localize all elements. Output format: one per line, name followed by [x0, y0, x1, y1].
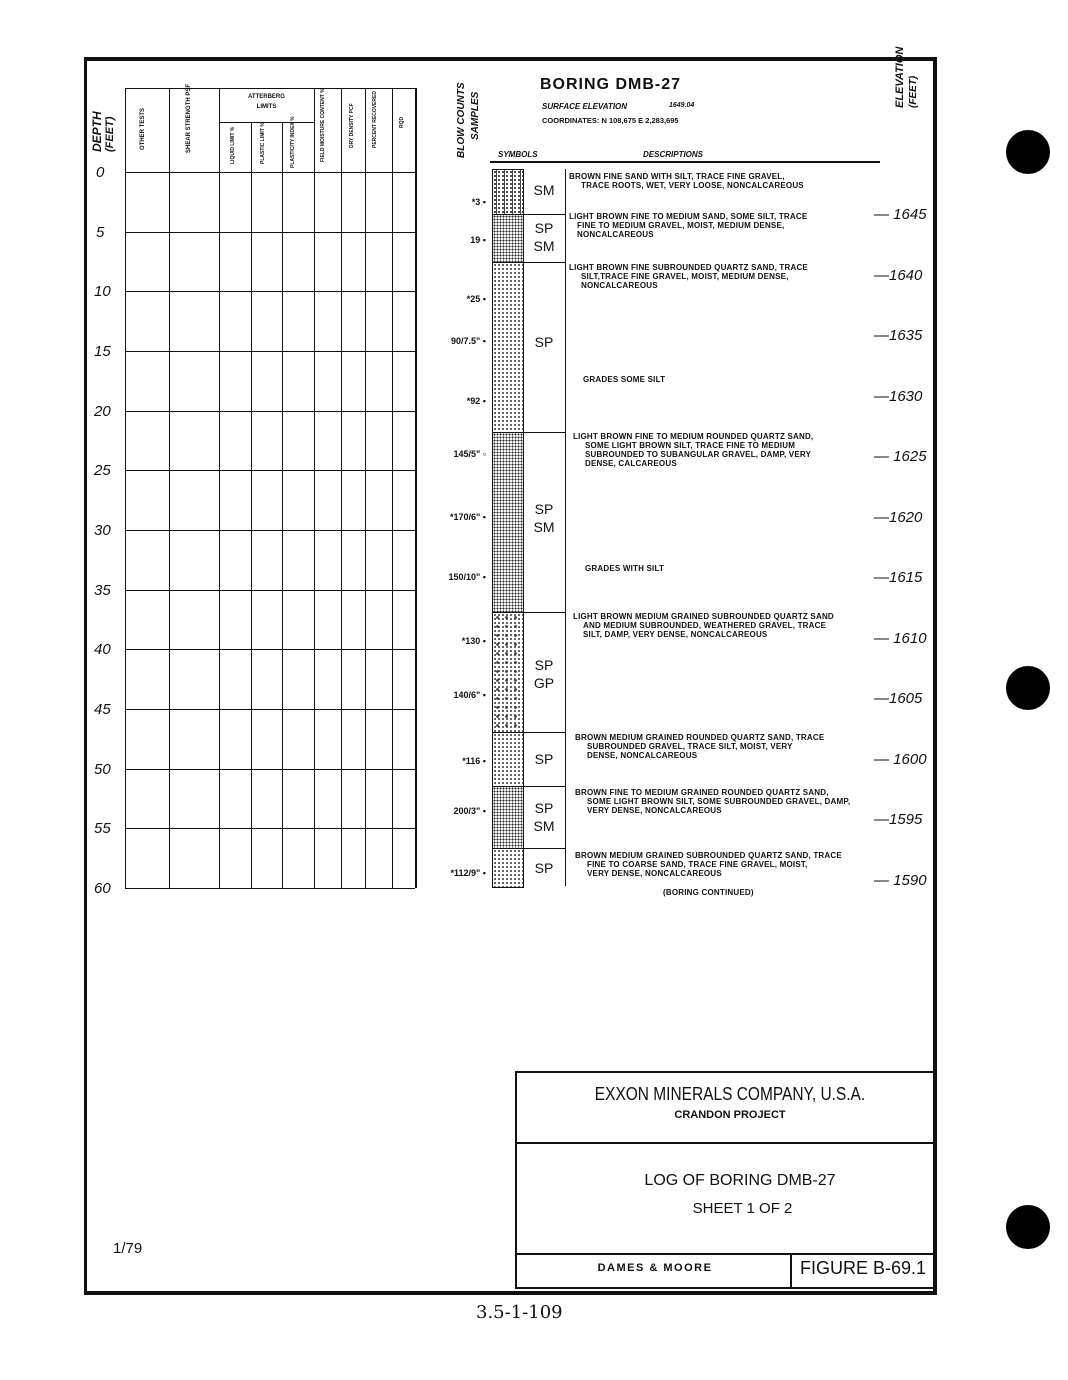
grid-line — [282, 122, 283, 888]
depth-row-line — [125, 828, 415, 829]
elevation-tick-label: —1640 — [874, 267, 923, 284]
descriptions-label: DESCRIPTIONS — [643, 150, 704, 159]
soil-symbol: SP — [534, 860, 554, 876]
blow-count-sample: *130 ▪ — [461, 636, 486, 646]
punch-hole — [1006, 1205, 1050, 1249]
grid-line — [169, 88, 170, 888]
percent-recovered-header: PERCENT RECOVERED — [372, 91, 378, 148]
symbol-column-line — [565, 169, 566, 886]
depth-tick-label: 55 — [94, 820, 111, 837]
boring-continued-note: (BORING CONTINUED) — [663, 888, 754, 897]
stratum-description: BROWN MEDIUM GRAINED ROUNDED QUARTZ SAND, TRACE SUBROUNDED GRAVEL, TRACE SILT, MOIST, VERY DENSE, NONCALCAREOUS — [575, 733, 825, 760]
shear-strength-header: SHEAR STRENGTH PSF — [186, 83, 192, 153]
boring-title: BORING DMB-27 — [540, 76, 682, 93]
stratum-pattern-sp — [492, 732, 524, 788]
depth-tick-label: 35 — [94, 582, 111, 599]
firm-name: DAMES & MOORE — [597, 1262, 713, 1274]
date-stamp: 1/79 — [113, 1240, 143, 1257]
grid-line — [125, 88, 126, 888]
stratum-note: GRADES SOME SILT — [583, 375, 666, 384]
depth-row-line — [125, 530, 415, 531]
symbols-label: SYMBOLS — [498, 150, 538, 159]
stratum-pattern-spsm — [492, 786, 524, 850]
elevation-tick-label: —1630 — [874, 388, 923, 405]
blow-count-sample: *116 ▪ — [462, 756, 486, 766]
elevation-tick-label: —1615 — [874, 569, 923, 586]
soil-symbol: SP SM — [533, 220, 555, 254]
title-block-divider — [515, 1253, 937, 1255]
surface-elevation-value: 1649.04 — [669, 102, 695, 109]
stratum-description: LIGHT BROWN FINE TO MEDIUM ROUNDED QUARTZ SAND, SOME LIGHT BROWN SILT, TRACE FINE TO MEDIUM SUBROUNDED TO SUBANGULAR GRAVEL, DAMP, VERY DENSE, CALCAREOUS — [573, 432, 814, 468]
elevation-tick-label: —1620 — [874, 509, 923, 526]
grid-line — [392, 88, 393, 888]
depth-row-line — [125, 590, 415, 591]
elevation-tick-label: — 1645 — [874, 206, 927, 223]
plastic-limit-header: PLASTIC LIMIT % — [260, 122, 266, 164]
stratum-divider — [522, 432, 565, 433]
soil-symbol: SP SM — [533, 800, 555, 834]
blow-count-sample: *25 ▪ — [466, 294, 486, 304]
depth-tick-label: 15 — [94, 343, 111, 360]
figure-number: FIGURE B-69.1 — [799, 1258, 927, 1278]
stratum-divider — [522, 214, 565, 215]
blow-count-sample: 19 ▪ — [470, 235, 486, 245]
depth-row-line — [125, 232, 415, 233]
soil-symbol: SP SM — [533, 501, 555, 535]
depth-tick-label: 45 — [94, 701, 111, 718]
stratum-pattern-spsm — [492, 214, 524, 264]
depth-row-line — [125, 769, 415, 770]
elevation-tick-label: —1635 — [874, 327, 923, 344]
grid-line — [219, 122, 314, 123]
elevation-unit: (FEET) — [908, 75, 919, 108]
stratum-divider — [522, 786, 565, 787]
depth-row-line — [125, 888, 415, 889]
grid-line — [125, 88, 415, 89]
grid-line — [314, 88, 315, 888]
soil-symbol: SP GP — [533, 657, 555, 691]
surface-elevation-label: SURFACE ELEVATION — [542, 102, 628, 111]
coordinates: COORDINATES: N 108,675 E 2,283,695 — [542, 116, 679, 125]
depth-row-line — [125, 470, 415, 471]
depth-row-line — [125, 709, 415, 710]
limits-header: LIMITS — [256, 104, 277, 110]
rqd-header: RQD — [399, 116, 405, 128]
stratum-note: GRADES WITH SILT — [585, 564, 665, 573]
stratum-description: LIGHT BROWN FINE SUBROUNDED QUARTZ SAND, TRACE SILT,TRACE FINE GRAVEL, MOIST, MEDIUM DENSE, NONCALCAREOUS — [569, 263, 808, 290]
stratum-divider — [522, 262, 565, 263]
liquid-limit-header: LIQUID LIMIT % — [230, 126, 236, 164]
plasticity-index-header: PLASTICITY INDEX % — [290, 116, 296, 168]
depth-tick-label: 20 — [94, 403, 111, 420]
depth-tick-label: 60 — [94, 880, 111, 897]
stratum-divider — [522, 732, 565, 733]
grid-line — [341, 88, 342, 888]
stratum-description: LIGHT BROWN MEDIUM GRAINED SUBROUNDED QUARTZ SAND AND MEDIUM SUBROUNDED, WEATHERED GRAVEL, TRACE SILT, DAMP, VERY DENSE, NONCALCAREOUS — [573, 612, 834, 639]
blow-count-sample: 200/3" ▪ — [453, 806, 486, 816]
soil-symbol: SP — [534, 751, 554, 767]
depth-tick-label: 40 — [94, 641, 111, 658]
elevation-label: ELEVATION — [894, 46, 906, 108]
moisture-header: FIELD MOISTURE CONTENT % — [320, 88, 326, 162]
company-name: EXXON MINERALS COMPANY, U.S.A. — [594, 1084, 866, 1104]
punch-hole — [1006, 130, 1050, 174]
depth-row-line — [125, 411, 415, 412]
project-name: CRANDON PROJECT — [674, 1109, 786, 1121]
header-underline — [490, 161, 880, 163]
punch-hole — [1006, 666, 1050, 710]
elevation-tick-label: — 1625 — [874, 448, 927, 465]
stratum-pattern-spsm — [492, 432, 524, 614]
depth-tick-label: 25 — [94, 462, 111, 479]
blow-count-sample: *3 ▪ — [471, 197, 486, 207]
depth-label: DEPTH — [90, 111, 104, 152]
elevation-tick-label: —1605 — [874, 690, 923, 707]
grid-line — [365, 88, 366, 888]
samples-header: SAMPLES — [470, 91, 481, 140]
grid-line — [219, 88, 220, 888]
stratum-description: BROWN FINE SAND WITH SILT, TRACE FINE GRAVEL, TRACE ROOTS, WET, VERY LOOSE, NONCALCAREOUS — [569, 172, 804, 190]
other-tests-header: OTHER TESTS — [140, 107, 146, 150]
atterberg-header: ATTERBERG — [248, 94, 285, 100]
stratum-description: LIGHT BROWN FINE TO MEDIUM SAND, SOME SILT, TRACE FINE TO MEDIUM GRAVEL, MOIST, MEDIUM DENSE, NONCALCAREOUS — [569, 212, 808, 239]
depth-row-line — [125, 291, 415, 292]
stratum-pattern-gp — [492, 612, 524, 734]
soil-symbol: SP — [534, 334, 554, 350]
elevation-tick-label: — 1610 — [874, 630, 927, 647]
grid-line — [415, 88, 417, 888]
stratum-description: BROWN FINE TO MEDIUM GRAINED ROUNDED QUARTZ SAND, SOME LIGHT BROWN SILT, SOME SUBROUNDED GRAVEL, DAMP, VERY DENSE, NONCALCAREOUS — [575, 788, 851, 815]
depth-tick-label: 0 — [96, 164, 105, 181]
page-number: 3.5-1-109 — [476, 1302, 563, 1323]
depth-tick-label: 30 — [94, 522, 111, 539]
stratum-divider — [522, 848, 565, 849]
stratum-pattern-sm — [492, 169, 524, 216]
blow-counts-header: BLOW COUNTS — [456, 82, 467, 158]
log-title: LOG OF BORING DMB-27 — [644, 1172, 836, 1189]
stratum-pattern-sp — [492, 262, 524, 434]
depth-tick-label: 50 — [94, 761, 111, 778]
title-block-divider — [515, 1142, 937, 1144]
sheet-number: SHEET 1 OF 2 — [692, 1200, 793, 1217]
soil-symbol: SM — [533, 182, 555, 198]
stratum-pattern-sp — [492, 848, 524, 888]
elevation-tick-label: — 1600 — [874, 751, 927, 768]
stratum-description: BROWN MEDIUM GRAINED SUBROUNDED QUARTZ SAND, TRACE FINE TO COARSE SAND, TRACE FINE GRAVEL, MOIST, VERY DENSE, NONCALCAREOUS — [575, 851, 842, 878]
depth-tick-label: 10 — [94, 283, 111, 300]
blow-count-sample: 150/10" ▪ — [448, 572, 486, 582]
depth-row-line — [125, 649, 415, 650]
blow-count-sample: *170/6" ▪ — [450, 512, 486, 522]
blow-count-sample: 140/6" ▪ — [453, 690, 486, 700]
stratum-divider — [522, 612, 565, 613]
dry-density-header: DRY DENSITY PCF — [349, 103, 355, 148]
blow-count-sample: 90/7.5" ▪ — [451, 336, 486, 346]
depth-row-line — [125, 172, 415, 173]
depth-row-line — [125, 351, 415, 352]
elevation-tick-label: —1595 — [874, 811, 923, 828]
depth-unit: (FEET) — [104, 116, 116, 152]
blow-count-sample: *92 ▪ — [466, 396, 486, 406]
grid-line — [251, 122, 252, 888]
elevation-tick-label: — 1590 — [874, 872, 927, 889]
blow-count-sample: 145/5" ▫ — [453, 449, 486, 459]
depth-tick-label: 5 — [96, 224, 105, 241]
blow-count-sample: *112/9" ▪ — [450, 868, 486, 878]
